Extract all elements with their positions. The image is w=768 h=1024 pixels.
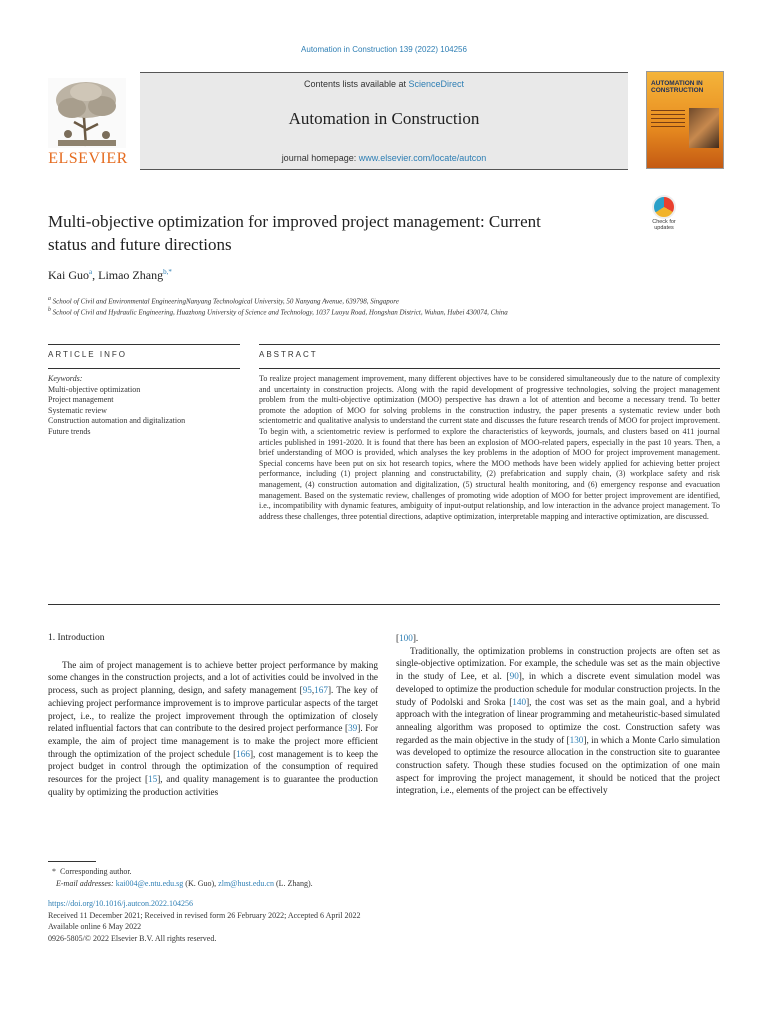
divider [48,344,240,345]
doi-link[interactable]: https://doi.org/10.1016/j.autcon.2022.104256 [48,899,193,908]
affiliation-mark: b [48,307,51,313]
contents-prefix: Contents lists available at [303,79,409,89]
citation-link[interactable]: 130 [569,734,584,745]
email-owner: (K. Guo), [183,879,219,888]
affiliation-text: School of Civil and Hydraulic Engineering, Huazhong University of Science and Technology, 1037 Luoyu Road, Hongshan District, Wuhan, Hubei 430074, China [52,308,508,317]
author-affiliation-mark[interactable]: b,* [163,268,172,276]
keywords-label: Keywords: [48,374,83,383]
divider [259,368,720,369]
email-link[interactable]: kai004@e.ntu.edu.sg [115,879,184,888]
affiliation-text: School of Civil and Environmental EngineeringNanyang Technological University, 50 Nanyang Avenue, 639798, Singapore [52,297,399,306]
crossmark-label-2: updates [654,225,674,231]
publisher-logo-text: ELSEVIER [48,150,128,167]
keyword-item: Construction automation and digitalization [48,416,186,426]
author-name: Limao Zhang [98,268,164,282]
paragraph-text: , [311,685,315,696]
paragraph-text: ]. The key of achieving project performance improvement is to improve particular aspects of the target project, i.e., to realize the project improvement through the optimization of closely related influential factors that can contribute to the desired project performance [ [48,685,378,734]
citation-link[interactable]: 100 [399,633,413,643]
homepage-prefix: journal homepage: [281,153,359,163]
keyword-item: Systematic review [48,405,107,415]
keyword-item: Future trends [48,426,91,436]
homepage-line [140,153,628,163]
footnote-text: Corresponding author. [60,867,132,876]
copyright-line: 0926-5805/© 2022 Elsevier B.V. All rights reserved. [48,933,217,943]
paragraph-text: ], and quality management is to guarantee the production quality by optimizing the production activities [48,774,378,797]
paragraph [396,645,720,797]
paragraph [48,659,378,799]
email-label: E-mail addresses: [56,879,116,888]
footnotes [48,866,313,890]
author-name: Kai Guo [48,268,89,282]
cover-decoration [651,110,685,130]
citation-link[interactable]: 39 [348,723,358,734]
affiliation-mark: a [48,296,51,302]
keyword-item: Multi-objective optimization [48,384,141,394]
paragraph-text: ], in which a Monte Carlo simulation was developed to optimize the resource allocation in the construction site to guarantee construction safety. Though these studies focused on the optimization of one main aspect for improving the project management, it should be noticed that the project integration, i.e., elements of the project can be effectively [396,734,720,796]
citation-link[interactable]: 166 [236,748,250,759]
journal-header [40,70,628,168]
article-info-heading: ARTICLE INFO [48,350,127,359]
cover-photo [689,108,719,148]
paragraph-text: ], cost management is to keep the project budget in control through the optimization of the consumption of required resources for the project [ [48,748,378,785]
cover-title: AUTOMATION IN CONSTRUCTION [651,80,704,94]
paragraph-text: Traditionally, the optimization problems in construction projects are often set as single-objective optimization. For example, the schedule was set as the main objective in the study of Lee, et al. [ [396,645,720,682]
footnote-divider [48,861,96,862]
available-online: Available online 6 May 2022 [48,922,142,931]
footnote-mark: * [52,867,56,876]
citation-link[interactable]: 140 [512,696,527,707]
body-column-left [48,632,378,798]
article-title-line-1: Multi-objective optimization for improved project management: Current [48,212,541,231]
journal-cover-image[interactable] [646,71,724,169]
paragraph-text: [ [396,633,400,643]
keyword-item: Project management [48,395,114,405]
abstract-text: To realize project management improvement, many different objectives have to be considered simultaneously due to the nature of complexity and uncertainty in construction projects. Along with the rapid development of progressive technologies, solving the project management problem from the multi-objective optimization (MOO) perspective has drawn a lot of attention and become a necessary trend. To better promote the adoption of MOO for solving problems in the construction industry, the paper presents a systematic review under both scientometric and qualitative analysis to understand the current state and discusses the future research trends of MOO for project improvement. To begin with, a scientometric review is performed to explore the characteristics of keywords, journals, and clusters based on 411 journal articles published in 1991-2020. It is found that there has been an explosion of MOO-related papers, especially in the past 10 years. Then, a brief understanding of MOO is provided, which analyses the key problems in the adoption of MOO for project improvement management. Special concerns have been put on six hot research topics, where the MOO methods have been widely applied for achieving better project performance, including (1) project planning and constructability, (2) prefabrication and supply chain, (3) workplace safety and risk management, (4) construction automation and digitalization, (5) structural health monitoring, and (6) emergency response and evacuation management. Based on the systematic review, challenges of promoting wide adoption of MOO for better project improvement are identified, i.e., incompatibility with dynamic features, ambiguity of input-output relationship, and low interaction in the advance project management. To address these challenges, three potential directions, adaptive optimization, interpretable mapping and interactive optimization, are discussed. [259,374,720,521]
journal-title: Automation in Construction [288,109,480,128]
divider [48,604,720,605]
journal-homepage-link[interactable]: www.elsevier.com/locate/autcon [358,153,487,163]
citation-link[interactable]: 167 [314,685,328,696]
contents-line [140,79,628,89]
crossmark-label-1: Check for [652,219,676,225]
author-affiliation-mark[interactable]: a [89,268,93,276]
sciencedirect-link[interactable]: ScienceDirect [408,79,465,89]
journal-reference[interactable]: Automation in Construction 139 (2022) 104256 [301,45,467,54]
citation-link[interactable]: 15 [148,774,158,785]
section-heading-introduction: 1. Introduction [48,633,105,643]
affiliation-b [48,307,728,316]
check-for-updates-badge[interactable] [647,195,681,229]
author-list [48,268,172,283]
email-link[interactable]: zlm@hust.edu.cn [218,879,274,888]
affiliation-a [48,296,728,305]
email-addresses [48,878,313,890]
author-separator: , [92,268,99,282]
paragraph [396,632,720,645]
journal-header-box [140,72,628,170]
citation-link[interactable]: 90 [509,671,519,682]
divider [259,344,720,345]
citation-link[interactable]: 95 [302,685,312,696]
divider [48,368,240,369]
paragraph-text: The aim of project management is to achieve better project performance by making some changes in the construction projects, and a lot of activities could be involved in the process, such as project planning, design, and safety management [ [48,659,378,696]
abstract-heading: ABSTRACT [259,350,318,359]
corresponding-author-note [48,866,313,878]
paragraph-text: ]. For example, the aim of project time management is to make the project more efficient through the optimization of the project schedule [ [48,723,378,759]
body-column-right [396,632,720,797]
email-owner: (L. Zhang). [273,879,313,888]
publication-info [48,898,361,944]
received-dates: Received 11 December 2021; Received in revised form 26 February 2022; Accepted 6 April 2022 [48,910,361,920]
paragraph-text: ]. [412,633,419,643]
paragraph-text: ], the cost was set as the main goal, and a hybrid approach with the integration of linear programming and metaheuristic-based simulated annealing algorithm was proposed to optimize the cost. Construction safety was regarded as the main objective in the study of [ [396,696,720,745]
article-title-line-2: status and future directions [48,235,232,254]
crossmark-icon [652,195,676,219]
paragraph-text: ], in which a discrete event simulation model was developed to optimize the production schedule for modular construction projects. In the study of Podolski and Sroka [ [396,671,720,707]
keywords-block [48,374,185,438]
article-title [48,210,608,256]
